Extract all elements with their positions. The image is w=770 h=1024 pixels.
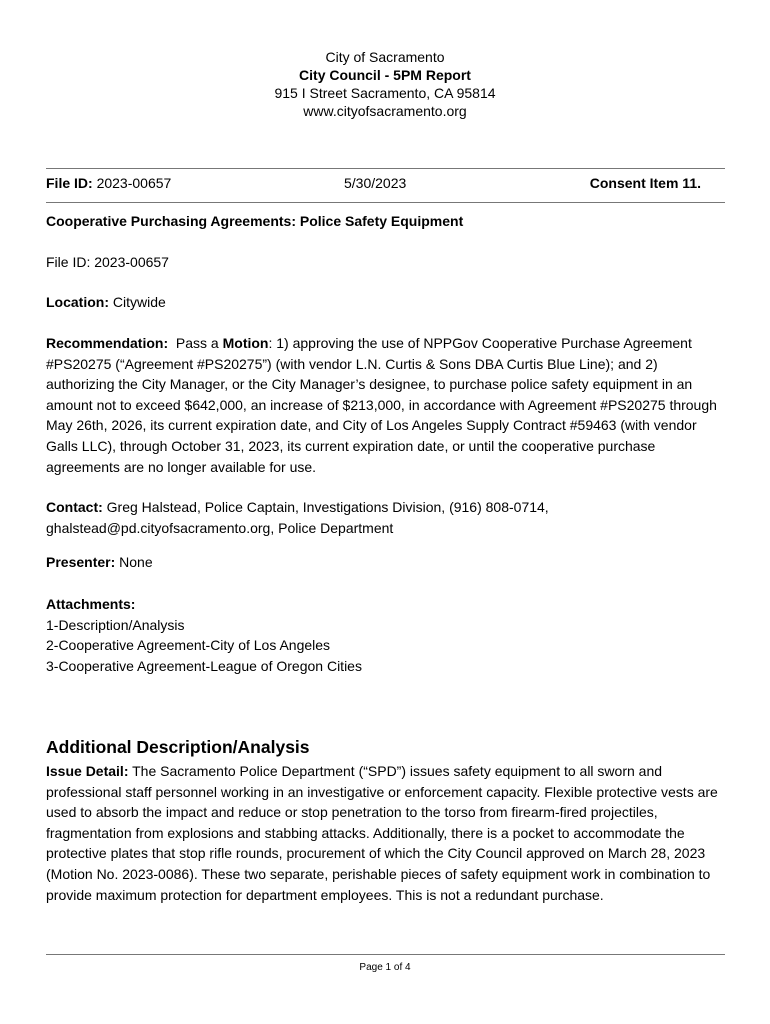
file-id-label: File ID: xyxy=(46,175,93,191)
issue-detail-text: The Sacramento Police Department (“SPD”) issues safety equipment to all sworn and professional staff personnel working in an investigative or enforcement capacity. Flexible protective vests are used to absorb the impact and reduce or stop penetration to the torso from firearm-fired projectiles, fragmentation from explosions and stabbing attacks. Additionally, there is a pocket to accommodate the protective plates that stop rifle rounds, procurement of which the City Council approved on March 28, 2023 (Motion No. 2023-0086). These two separate, perishable pieces of safety equipment work in combination to provide maximum protection for department employees. This is not a redundant purchase. xyxy=(46,763,718,903)
contact-label: Contact: xyxy=(46,499,103,515)
attachments-label: Attachments: xyxy=(46,596,136,612)
file-id xyxy=(46,175,171,191)
location xyxy=(46,292,725,313)
file-info-divider xyxy=(46,202,725,203)
footer-divider xyxy=(46,954,725,955)
presenter-value: None xyxy=(119,554,153,570)
agenda-title: Cooperative Purchasing Agreements: Police Safety Equipment xyxy=(46,213,464,229)
city-name: City of Sacramento xyxy=(325,49,445,65)
file-info-bar xyxy=(46,175,725,193)
attachment-item: 3-Cooperative Agreement-League of Oregon Cities xyxy=(46,657,362,674)
contact-text: Greg Halstead, Police Captain, Investigations Division, (916) 808-0714, ghalstead@pd.cityofsacramento.org, Police Department xyxy=(46,499,549,536)
presenter xyxy=(46,552,725,573)
recommendation-text: : 1) approving the use of NPPGov Cooperative Purchase Agreement #PS20275 (“Agreement #PS20275”) (with vendor L.N. Curtis & Sons DBA Curtis Blue Line); and 2) authorizing the City Manager, or the City Manager’s designee, to purchase police safety equipment in an amount not to exceed $642,000, an increase of $213,000, in accordance with Agreement #PS20275 through May 26th, 2026, its current expiration date, and City of Los Angeles Supply Contract #59463 (with vendor Galls LLC), through October 31, 2023, its current expiration date, or until the cooperative purchase agreements are no longer available for use. xyxy=(46,335,717,475)
report-title: City Council - 5PM Report xyxy=(299,67,471,83)
contact xyxy=(46,497,725,538)
file-id-value: 2023-00657 xyxy=(96,175,172,191)
city-address: 915 I Street Sacramento, CA 95814 xyxy=(274,85,496,101)
issue-detail xyxy=(46,761,725,905)
file-date: 5/30/2023 xyxy=(344,175,407,191)
issue-detail-label: Issue Detail: xyxy=(46,763,129,779)
presenter-label: Presenter: xyxy=(46,554,116,570)
recommendation-pre: Pass a xyxy=(175,335,219,351)
file-id-line: File ID: 2023-00657 xyxy=(46,254,169,270)
city-website: www.cityofsacramento.org xyxy=(303,103,467,119)
attachment-item: 1-Description/Analysis xyxy=(46,616,185,633)
attachment-item: 2-Cooperative Agreement-City of Los Angeles xyxy=(46,637,331,654)
document-header xyxy=(0,48,770,120)
location-label: Location: xyxy=(46,294,109,310)
top-divider xyxy=(46,168,725,169)
analysis-heading: Additional Description/Analysis xyxy=(46,737,310,757)
recommendation-label: Recommendation: xyxy=(46,335,169,351)
attachments xyxy=(46,594,725,676)
recommendation xyxy=(46,333,725,477)
consent-item: Consent Item 11. xyxy=(589,175,701,191)
recommendation-motion: Motion xyxy=(222,335,269,351)
page-number: Page 1 of 4 xyxy=(359,962,411,973)
location-value: Citywide xyxy=(112,294,166,310)
